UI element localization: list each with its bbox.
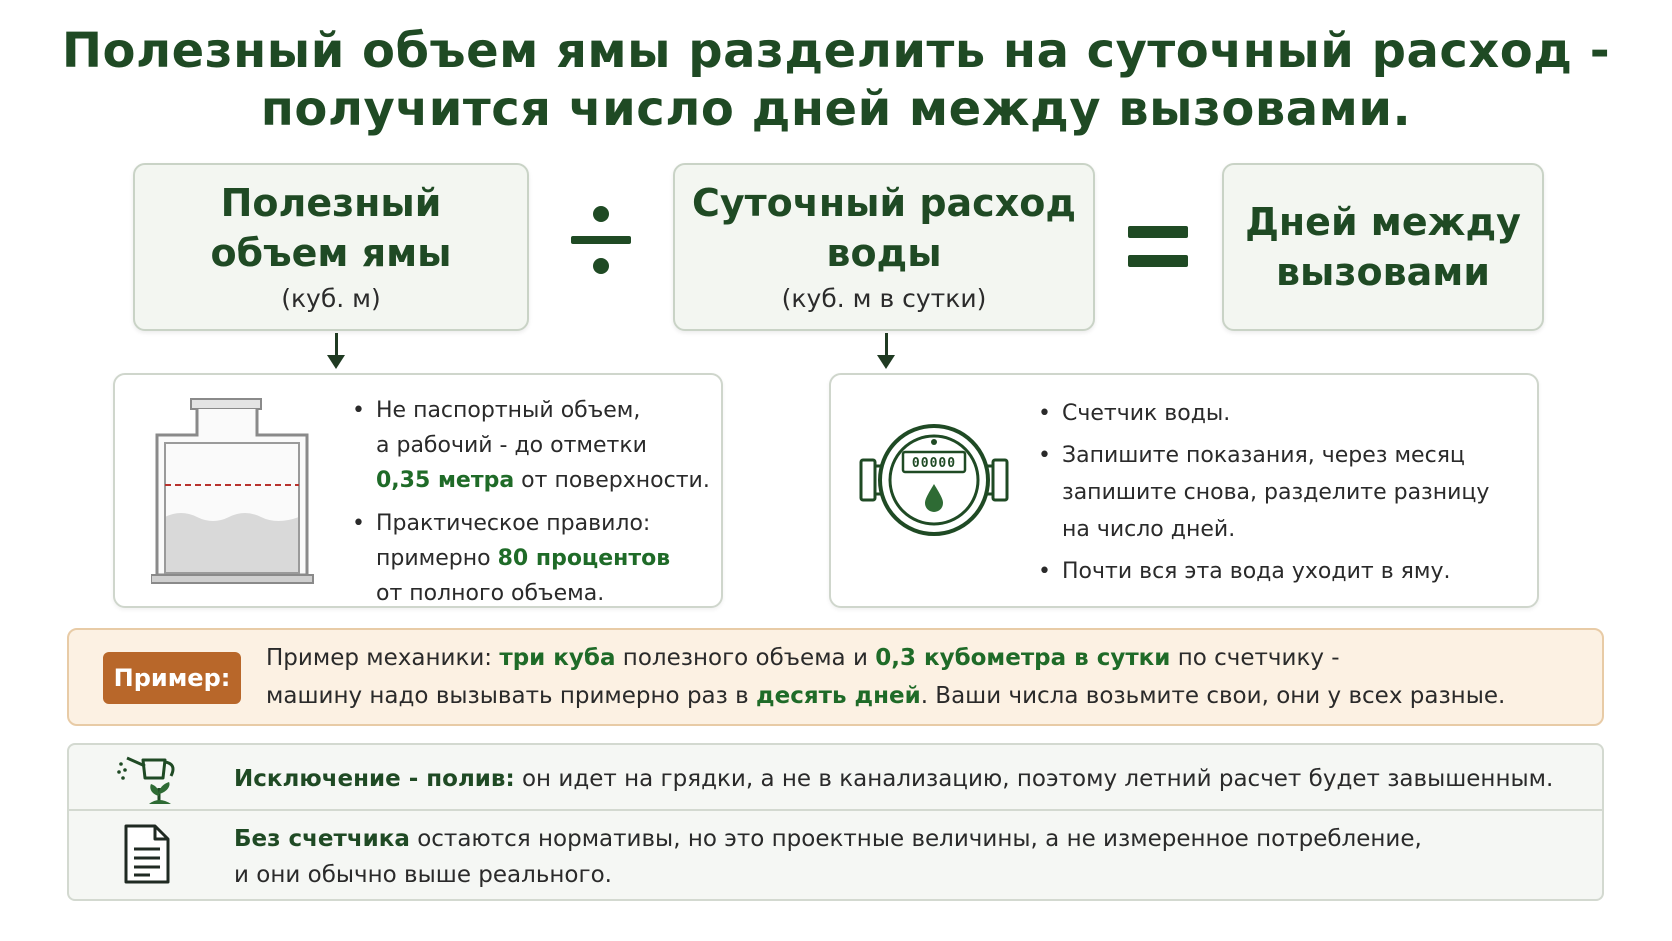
no-meter-note (67, 811, 1604, 901)
daily-consumption-label-1: Суточный расход (691, 181, 1077, 225)
watering-exception-label: Исключение - полив: (234, 766, 515, 792)
useful-volume-unit: (куб. м) (281, 284, 381, 313)
example-daily-value: 0,3 кубометра в сутки (875, 645, 1171, 671)
no-meter-label: Без счетчика (234, 826, 410, 852)
meter-digits: 00000 (911, 456, 957, 471)
useful-volume-label-2: объем ямы (210, 231, 452, 275)
daily-consumption-box (673, 163, 1095, 331)
example-text: Пример механики: три куба полезного объема и 0,3 кубометра в сутки по счетчику - машину надо вызывать примерно раз в десять дней. Ваши числа возьмите свои, они у всех разные. (266, 645, 1506, 709)
example-days-value: десять дней (756, 683, 921, 709)
arrow-down-icon (326, 333, 346, 373)
list-item: • Не паспортный объем, а рабочий - до отметки 0,35 метра от поверхности. (350, 393, 720, 498)
daily-consumption-details (829, 373, 1539, 608)
equals-operator (1128, 226, 1188, 268)
arrow-down-icon (876, 333, 896, 373)
example-badge: Пример: (103, 652, 241, 704)
list-item: • Почти вся эта вода уходит в яму. (1036, 553, 1526, 590)
water-meter-icon (859, 420, 1009, 540)
document-icon (123, 823, 171, 885)
list-item: • Запишите показания, через месяц запишите снова, разделите разницу на число дней. (1036, 437, 1526, 548)
daily-consumption-label-2: воды (826, 231, 942, 275)
watering-exception-text: Исключение - полив: он идет на грядки, а не в канализацию, поэтому летний расчет будет завышенным. (234, 766, 1554, 792)
days-between-label-2: вызовами (1276, 250, 1490, 294)
watering-can-icon (113, 750, 185, 806)
page-title (0, 22, 1672, 138)
useful-volume-bullet-list (350, 393, 720, 611)
useful-volume-details (113, 373, 723, 608)
divide-operator (571, 200, 631, 280)
useful-volume-box (133, 163, 529, 331)
list-item: • Счетчик воды. (1036, 395, 1526, 432)
daily-consumption-unit: (куб. м в сутки) (781, 284, 987, 313)
daily-consumption-bullet-list (1036, 395, 1526, 590)
watering-exception-note (67, 743, 1604, 811)
list-item: • Практическое правило: примерно 80 процентов от полного объема. (350, 506, 720, 611)
title-line-1: Полезный объем ямы разделить на суточный расход - (61, 23, 1611, 79)
useful-volume-label-1: Полезный (220, 181, 442, 225)
equals-icon (1128, 226, 1188, 268)
working-depth-value: 0,35 метра (376, 468, 515, 493)
no-meter-text: Без счетчика остаются нормативы, но это проектные величины, а не измеренное потребление, и они обычно выше реального. (234, 826, 1422, 888)
percent-value: 80 процентов (497, 546, 671, 571)
example-volume-value: три куба (499, 645, 616, 671)
divide-icon (571, 200, 631, 280)
example-panel (67, 628, 1604, 726)
days-between-label-1: Дней между (1245, 200, 1521, 244)
days-between-calls-box (1222, 163, 1544, 331)
title-line-2: получится число дней между вызовами. (260, 81, 1412, 137)
tank-icon (151, 397, 323, 587)
